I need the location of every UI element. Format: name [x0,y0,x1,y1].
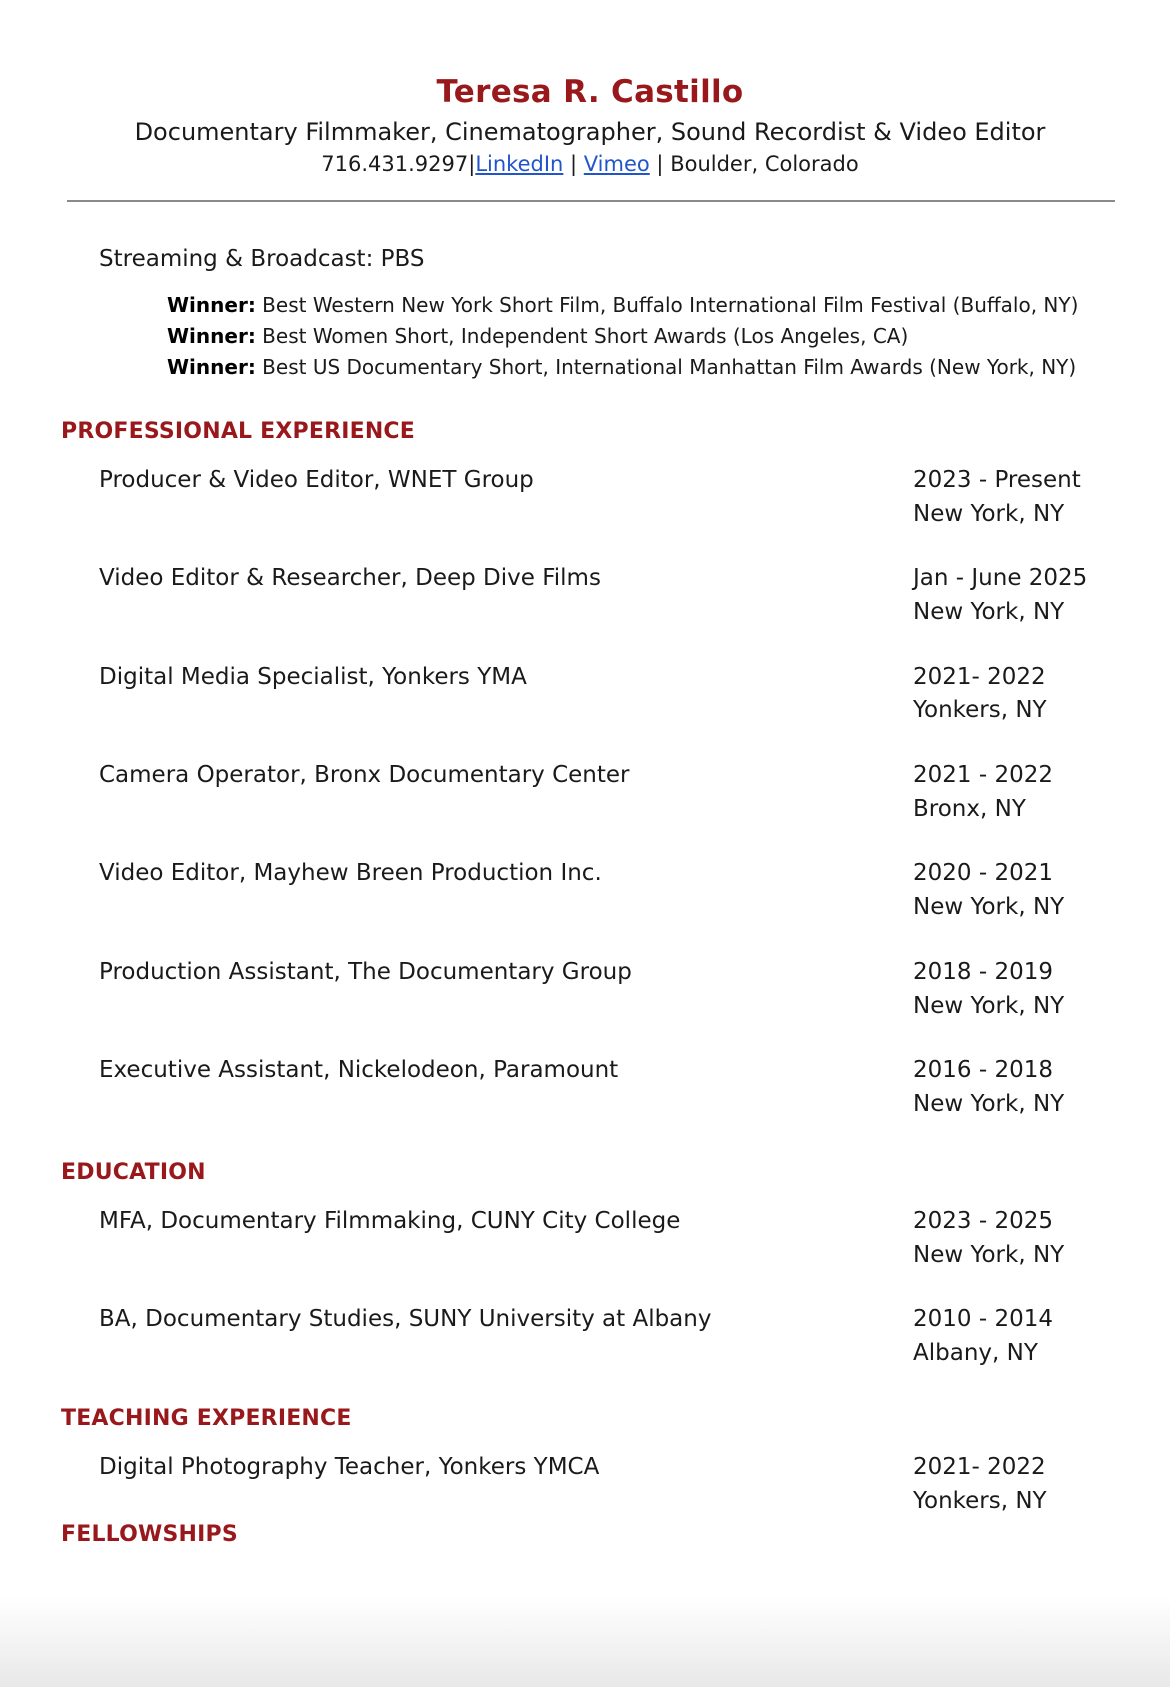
education-location: Albany, NY [913,1340,1038,1366]
section-heading-professional: PROFESSIONAL EXPERIENCE [61,419,416,444]
award-text: Best US Documentary Short, International Manhattan Film Awards (New York, NY) [255,355,1077,379]
experience-title: Digital Media Specialist, Yonkers YMA [99,664,527,690]
experience-dates: 2021- 2022 [913,664,1046,690]
header-divider [67,200,1115,202]
award-line [167,293,1078,317]
award-label: Winner: [167,355,256,379]
experience-location: New York, NY [913,894,1065,920]
page-bottom-fade [0,1597,1170,1687]
section-heading-teaching: TEACHING EXPERIENCE [61,1406,352,1431]
education-dates: 2023 - 2025 [913,1208,1053,1234]
experience-title: Producer & Video Editor, WNET Group [99,467,534,493]
award-text: Best Western New York Short Film, Buffalo International Film Festival (Buffalo, NY) [255,293,1079,317]
resume-tagline: Documentary Filmmaker, Cinematographer, Sound Recordist & Video Editor [134,118,1046,146]
experience-location: New York, NY [913,501,1065,527]
section-heading-fellowships: FELLOWSHIPS [61,1522,238,1547]
resume-name: Teresa R. Castillo [436,74,744,110]
vimeo-link[interactable]: Vimeo [583,152,650,176]
separator: | [468,152,476,176]
experience-dates: 2016 - 2018 [913,1057,1053,1083]
section-heading-education: EDUCATION [61,1160,206,1185]
education-title: BA, Documentary Studies, SUNY University at Albany [99,1306,712,1332]
award-label: Winner: [167,324,256,348]
education-location: New York, NY [913,1242,1065,1268]
experience-location: New York, NY [913,1091,1065,1117]
experience-title: Camera Operator, Bronx Documentary Center [99,762,630,788]
teaching-dates: 2021- 2022 [913,1454,1046,1480]
experience-dates: 2018 - 2019 [913,959,1053,985]
experience-dates: 2021 - 2022 [913,762,1053,788]
streaming-broadcast-line: Streaming & Broadcast: PBS [99,246,425,272]
experience-dates: Jan - June 2025 [913,565,1088,591]
phone-number: 716.431.9297 [321,152,469,176]
award-line [167,355,1076,379]
experience-location: Yonkers, NY [913,697,1047,723]
experience-dates: 2020 - 2021 [913,860,1053,886]
separator: | [649,152,671,176]
experience-location: New York, NY [913,599,1065,625]
experience-title: Production Assistant, The Documentary Group [99,959,632,985]
award-label: Winner: [167,293,256,317]
experience-title: Video Editor, Mayhew Breen Production Inc. [99,860,602,886]
experience-location: New York, NY [913,993,1065,1019]
linkedin-link[interactable]: LinkedIn [475,152,564,176]
award-text: Best Women Short, Independent Short Awards (Los Angeles, CA) [255,324,909,348]
education-dates: 2010 - 2014 [913,1306,1053,1332]
experience-title: Executive Assistant, Nickelodeon, Paramount [99,1057,619,1083]
experience-dates: 2023 - Present [913,467,1081,493]
experience-title: Video Editor & Researcher, Deep Dive Films [99,565,601,591]
contact-location: Boulder, Colorado [670,152,859,176]
education-title: MFA, Documentary Filmmaking, CUNY City College [99,1208,681,1234]
contact-line [0,152,1170,176]
separator: | [563,152,584,176]
teaching-title: Digital Photography Teacher, Yonkers YMCA [99,1454,600,1480]
experience-location: Bronx, NY [913,796,1026,822]
teaching-location: Yonkers, NY [913,1488,1047,1514]
award-line [167,324,908,348]
